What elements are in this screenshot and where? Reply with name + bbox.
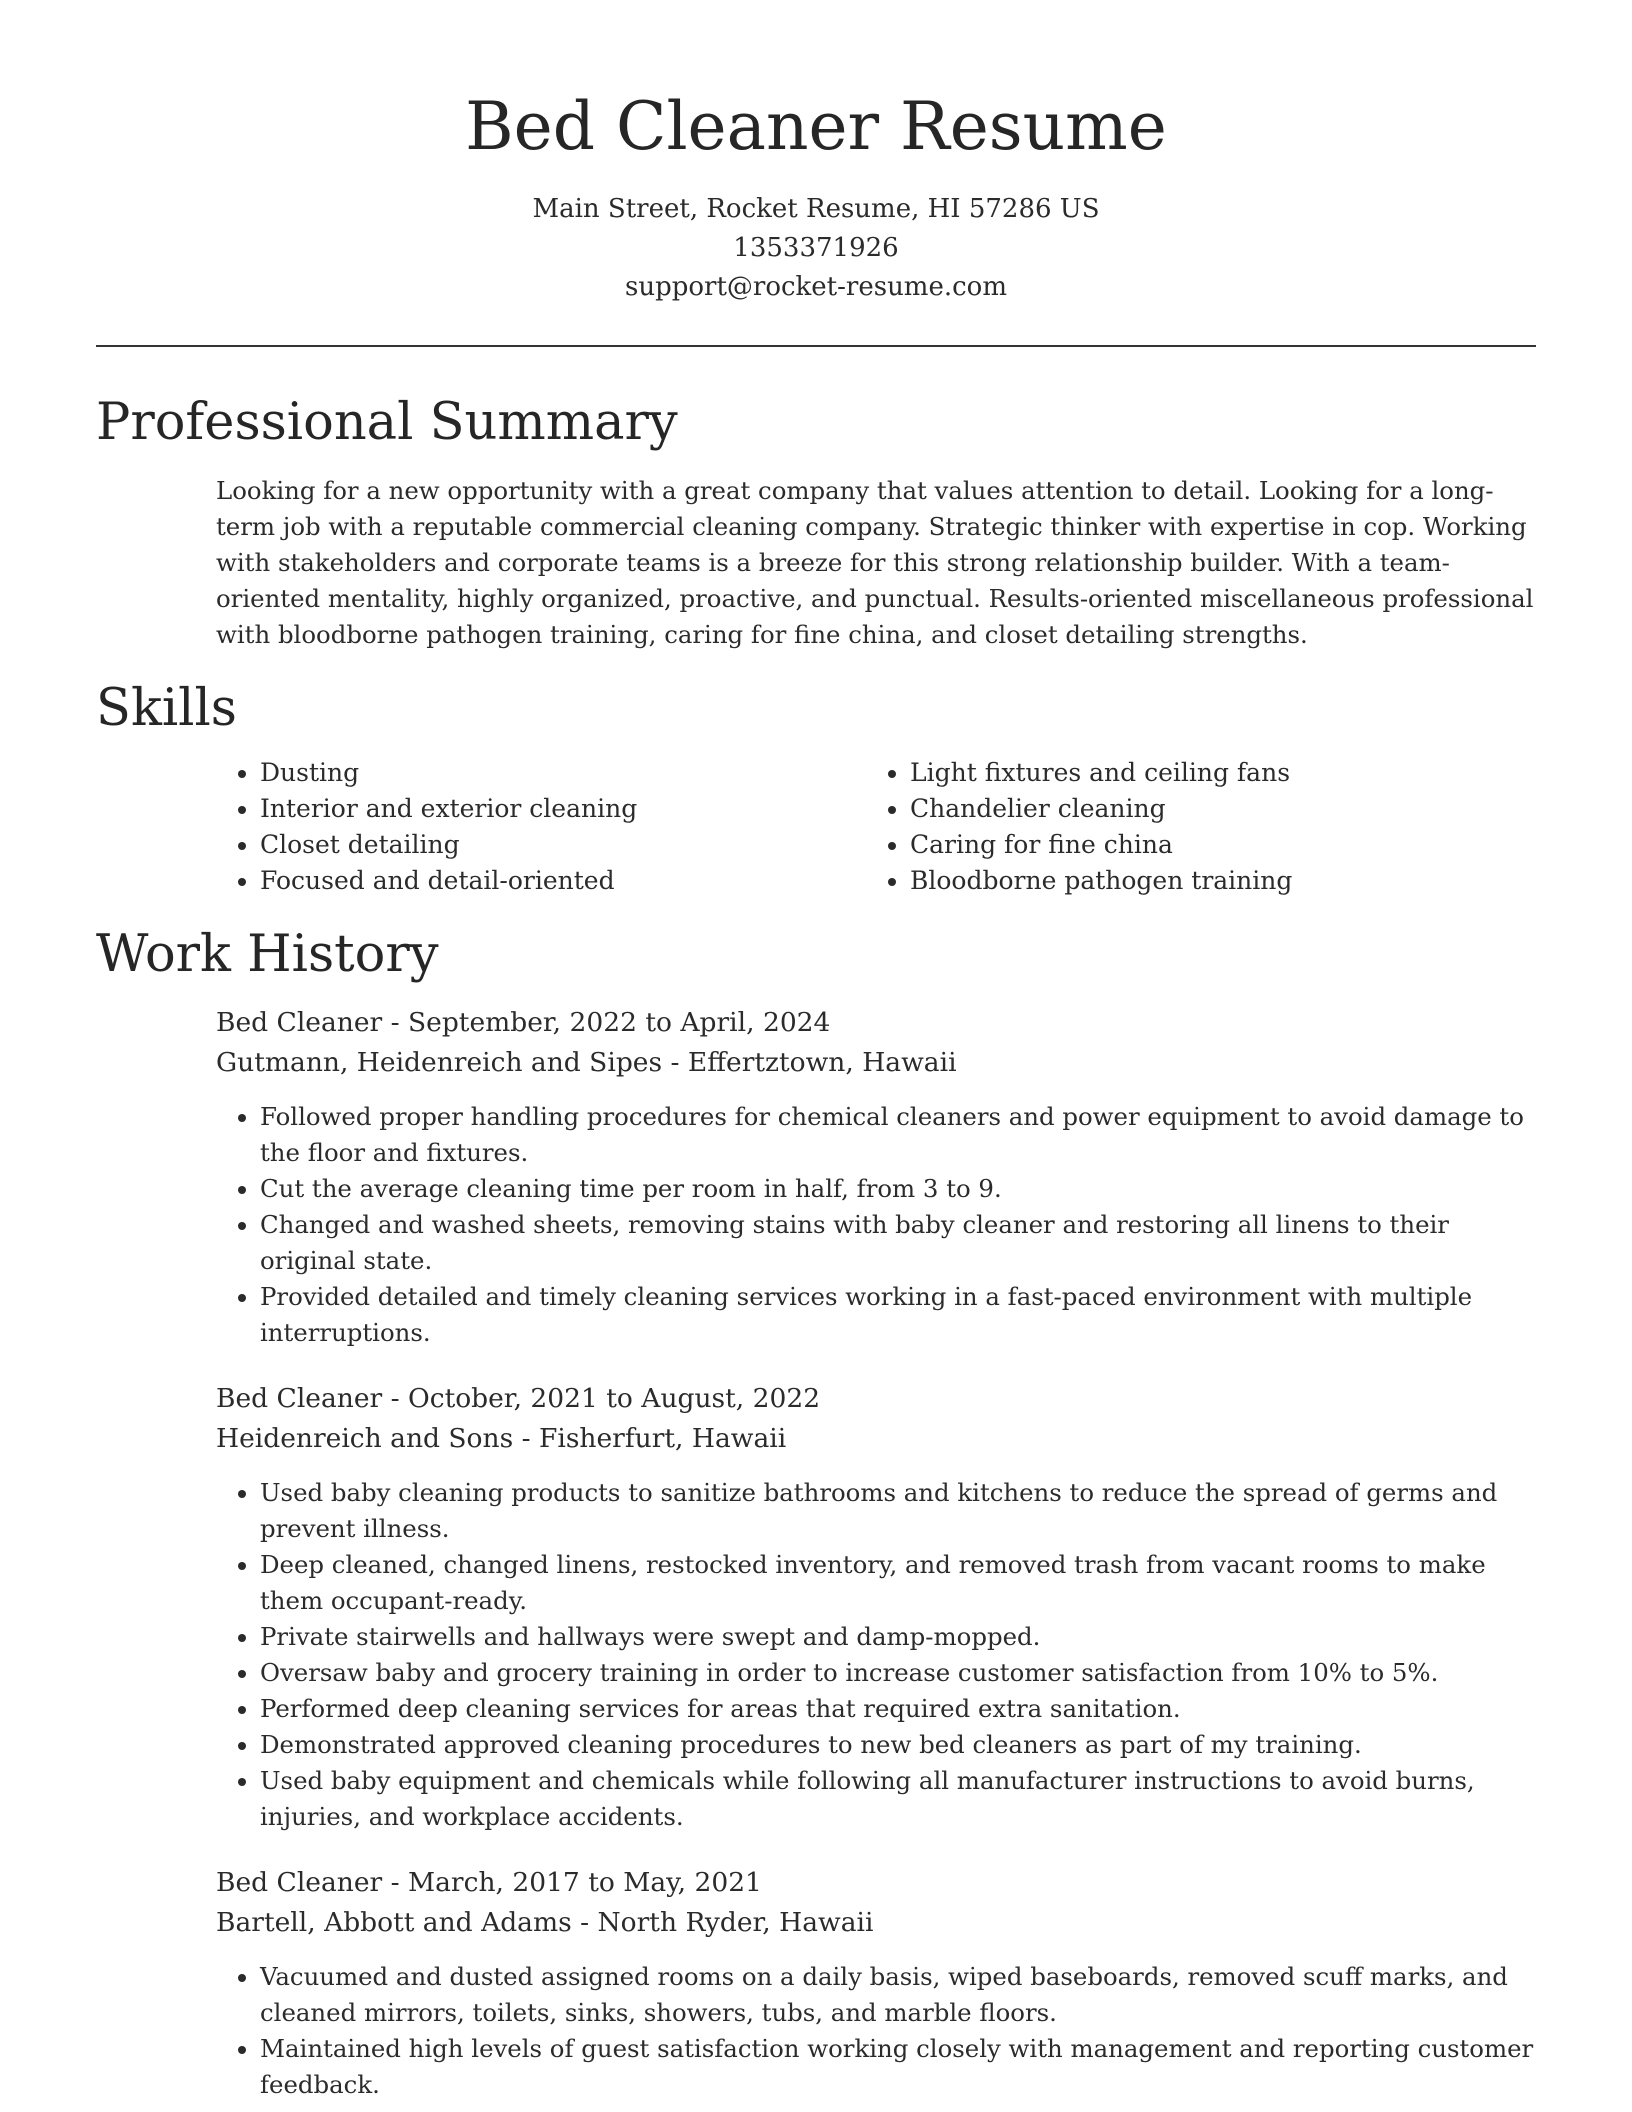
job-entry xyxy=(96,1863,1536,2103)
phone-text: 1353371926 xyxy=(733,233,899,263)
job-duty-item: • Provided detailed and timely cleaning services working in a fast-paced environment with multiple interruptions. xyxy=(260,1279,1536,1351)
job-role-dates: Bed Cleaner - October, 2021 to August, 2022 xyxy=(216,1383,821,1414)
job-duties-list xyxy=(216,1959,1536,2103)
job-duty-item: • Maintained high levels of guest satisfaction working closely with management and reporting customer feedback. xyxy=(260,2031,1536,2103)
skills-column-right xyxy=(866,755,1516,899)
job-entry xyxy=(96,1003,1536,1351)
job-duty-item: • Demonstrated approved cleaning procedures to new bed cleaners as part of my training. xyxy=(260,1727,1536,1763)
contact-info xyxy=(96,190,1536,307)
job-company-location: Gutmann, Heidenreich and Sipes - Effertztown, Hawaii xyxy=(216,1047,957,1078)
summary-section xyxy=(96,389,1536,653)
skills-list xyxy=(96,755,1536,899)
skill-item: • Dusting xyxy=(260,755,866,791)
job-duty-item: • Deep cleaned, changed linens, restocked inventory, and removed trash from vacant rooms to make them occupant-ready. xyxy=(260,1547,1536,1619)
job-duty-item: • Cut the average cleaning time per room in half, from 3 to 9. xyxy=(260,1171,1536,1207)
skill-item: • Caring for fine china xyxy=(910,827,1516,863)
skill-item: • Interior and exterior cleaning xyxy=(260,791,866,827)
skills-heading: Skills xyxy=(96,679,237,738)
resume-page xyxy=(96,0,1536,2103)
email-text: support@rocket-resume.com xyxy=(624,272,1007,302)
job-duties-list xyxy=(216,1475,1536,1835)
skill-item: • Light fixtures and ceiling fans xyxy=(910,755,1516,791)
job-entry xyxy=(96,1379,1536,1835)
skill-item: • Focused and detail-oriented xyxy=(260,863,866,899)
job-duty-item: • Performed deep cleaning services for areas that required extra sanitation. xyxy=(260,1691,1536,1727)
job-company-location: Bartell, Abbott and Adams - North Ryder, Hawaii xyxy=(216,1907,874,1938)
job-duty-item: • Used baby cleaning products to sanitize bathrooms and kitchens to reduce the spread of germs and prevent illness. xyxy=(260,1475,1536,1547)
skill-item: • Bloodborne pathogen training xyxy=(910,863,1516,899)
job-duty-item: • Vacuumed and dusted assigned rooms on a daily basis, wiped baseboards, removed scuff marks, and cleaned mirrors, toilets, sinks, showers, tubs, and marble floors. xyxy=(260,1959,1536,2031)
job-duties-list xyxy=(216,1099,1536,1351)
summary-text: Looking for a new opportunity with a great company that values attention to detail. Looking for a long-term job with a reputable commercial cleaning company. Strategic thinker with expertise in cop. Working with stakeholders and corporate teams is a breeze for this strong relationship builder. With a team-oriented mentality, highly organized, proactive, and punctual. Results-oriented miscellaneous professional with bloodborne pathogen training, caring for fine china, and closet detailing strengths. xyxy=(216,476,1534,649)
address-text: Main Street, Rocket Resume, HI 57286 US xyxy=(532,194,1100,224)
resume-header xyxy=(96,0,1536,347)
skills-section xyxy=(96,675,1536,899)
skill-item: • Closet detailing xyxy=(260,827,866,863)
job-role-dates: Bed Cleaner - September, 2022 to April, 2024 xyxy=(216,1007,831,1038)
work-history-heading: Work History xyxy=(96,925,439,984)
work-history-section xyxy=(96,921,1536,2103)
job-company-location: Heidenreich and Sons - Fisherfurt, Hawaii xyxy=(216,1423,787,1454)
job-duty-item: • Followed proper handling procedures for chemical cleaners and power equipment to avoid damage to the floor and fixtures. xyxy=(260,1099,1536,1171)
job-duty-item: • Oversaw baby and grocery training in order to increase customer satisfaction from 10% to 5%. xyxy=(260,1655,1536,1691)
header-divider xyxy=(96,345,1536,347)
job-duty-item: • Used baby equipment and chemicals while following all manufacturer instructions to avoid burns, injuries, and workplace accidents. xyxy=(260,1763,1536,1835)
resume-title: Bed Cleaner Resume xyxy=(465,88,1167,165)
job-role-dates: Bed Cleaner - March, 2017 to May, 2021 xyxy=(216,1867,762,1898)
job-duty-item: • Private stairwells and hallways were swept and damp-mopped. xyxy=(260,1619,1536,1655)
job-duty-item: • Changed and washed sheets, removing stains with baby cleaner and restoring all linens to their original state. xyxy=(260,1207,1536,1279)
skills-column-left xyxy=(216,755,866,899)
skill-item: • Chandelier cleaning xyxy=(910,791,1516,827)
summary-heading: Professional Summary xyxy=(96,393,678,452)
